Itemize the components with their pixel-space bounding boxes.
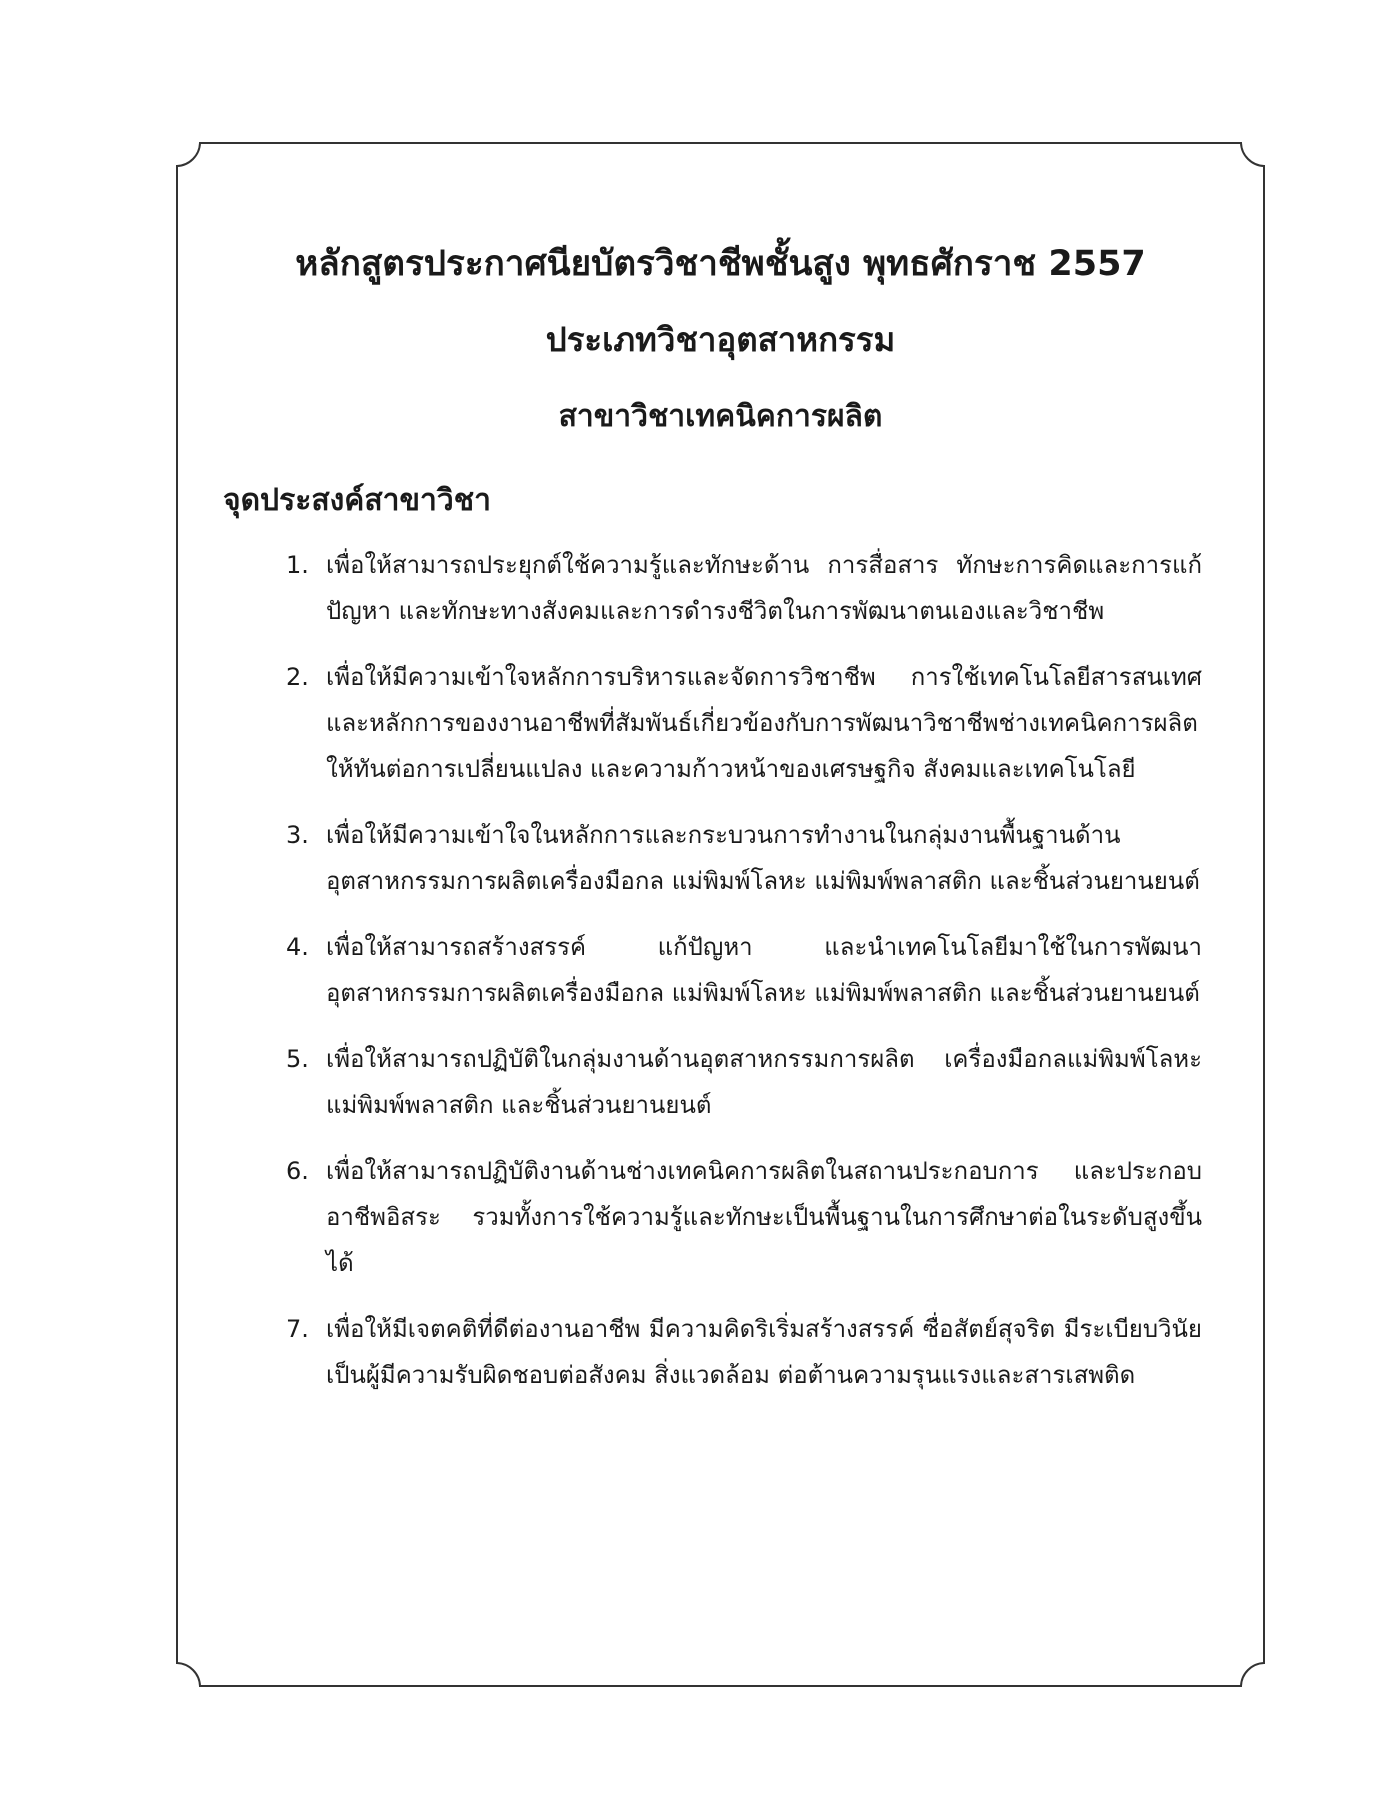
objectives-list bbox=[286, 542, 1202, 1418]
objective-item-4 bbox=[286, 924, 1202, 1016]
objective-number: 3. bbox=[286, 821, 309, 849]
objective-text: เพื่อให้สามารถประยุกต์ใช้ความรู้และทักษะด้าน การสื่อสาร ทักษะการคิดและการแก้ปัญหา และทักษะทางสังคมและการดำรงชีวิตในการพัฒนาตนเองและวิชาชีพ bbox=[326, 551, 1202, 625]
objective-number: 4. bbox=[286, 933, 309, 961]
objective-text: เพื่อให้มีเจตคติที่ดีต่องานอาชีพ มีความคิดริเริ่มสร้างสรรค์ ซื่อสัตย์สุจริต มีระเบียบวินัย เป็นผู้มีความรับผิดชอบต่อสังคม สิ่งแวดล้อม ต่อต้านความรุนแรงและสารเสพติด bbox=[326, 1315, 1202, 1389]
objective-item-1 bbox=[286, 542, 1202, 634]
objective-text: เพื่อให้มีความเข้าใจในหลักการและกระบวนการทำงานในกลุ่มงานพื้นฐานด้านอุตสาหกรรมการผลิตเครื่องมือกล แม่พิมพ์โลหะ แม่พิมพ์พลาสติก และชิ้นส่วนยานยนต์ bbox=[326, 821, 1200, 895]
objective-item-5 bbox=[286, 1036, 1202, 1128]
objective-text: เพื่อให้สามารถปฏิบัติในกลุ่มงานด้านอุตสาหกรรมการผลิต เครื่องมือกลแม่พิมพ์โลหะ แม่พิมพ์พลาสติก และชิ้นส่วนยานยนต์ bbox=[326, 1045, 1202, 1119]
document-subtitle-category: ประเภทวิชาอุตสาหกรรม bbox=[545, 320, 896, 359]
objective-text: เพื่อให้สามารถสร้างสรรค์ แก้ปัญหา และนำเทคโนโลยีมาใช้ในการพัฒนาอุตสาหกรรมการผลิตเครื่องมือกล แม่พิมพ์โลหะ แม่พิมพ์พลาสติก และชิ้นส่วนยานยนต์ bbox=[326, 933, 1202, 1007]
objective-number: 6. bbox=[286, 1157, 309, 1185]
document-content bbox=[176, 142, 1265, 1687]
objective-item-7 bbox=[286, 1306, 1202, 1398]
document-subtitle-field: สาขาวิชาเทคนิคการผลิต bbox=[558, 399, 883, 434]
section-heading: จุดประสงค์สาขาวิชา bbox=[223, 483, 491, 518]
objective-number: 5. bbox=[286, 1045, 309, 1073]
objective-text: เพื่อให้สามารถปฏิบัติงานด้านช่างเทคนิคการผลิตในสถานประกอบการ และประกอบอาชีพอิสระ รวมทั้งการใช้ความรู้และทักษะเป็นพื้นฐานในการศึกษาต่อในระดับสูงขึ้นได้ bbox=[326, 1157, 1202, 1277]
objective-text: เพื่อให้มีความเข้าใจหลักการบริหารและจัดการวิชาชีพ การใช้เทคโนโลยีสารสนเทศ และหลักการของงานอาชีพที่สัมพันธ์เกี่ยวข้องกับการพัฒนาวิชาชีพช่างเทคนิคการผลิต ให้ทันต่อการเปลี่ยนแปลง และความก้าวหน้าของเศรษฐกิจ สังคมและเทคโนโลยี bbox=[326, 663, 1202, 783]
objective-number: 1. bbox=[286, 551, 309, 579]
objective-number: 2. bbox=[286, 663, 309, 691]
objective-number: 7. bbox=[286, 1315, 309, 1343]
objective-item-2 bbox=[286, 654, 1202, 792]
objective-item-3 bbox=[286, 812, 1202, 904]
document-title: หลักสูตรประกาศนียบัตรวิชาชีพชั้นสูง พุทธศักราช 2557 bbox=[295, 244, 1146, 284]
objective-item-6 bbox=[286, 1148, 1202, 1286]
